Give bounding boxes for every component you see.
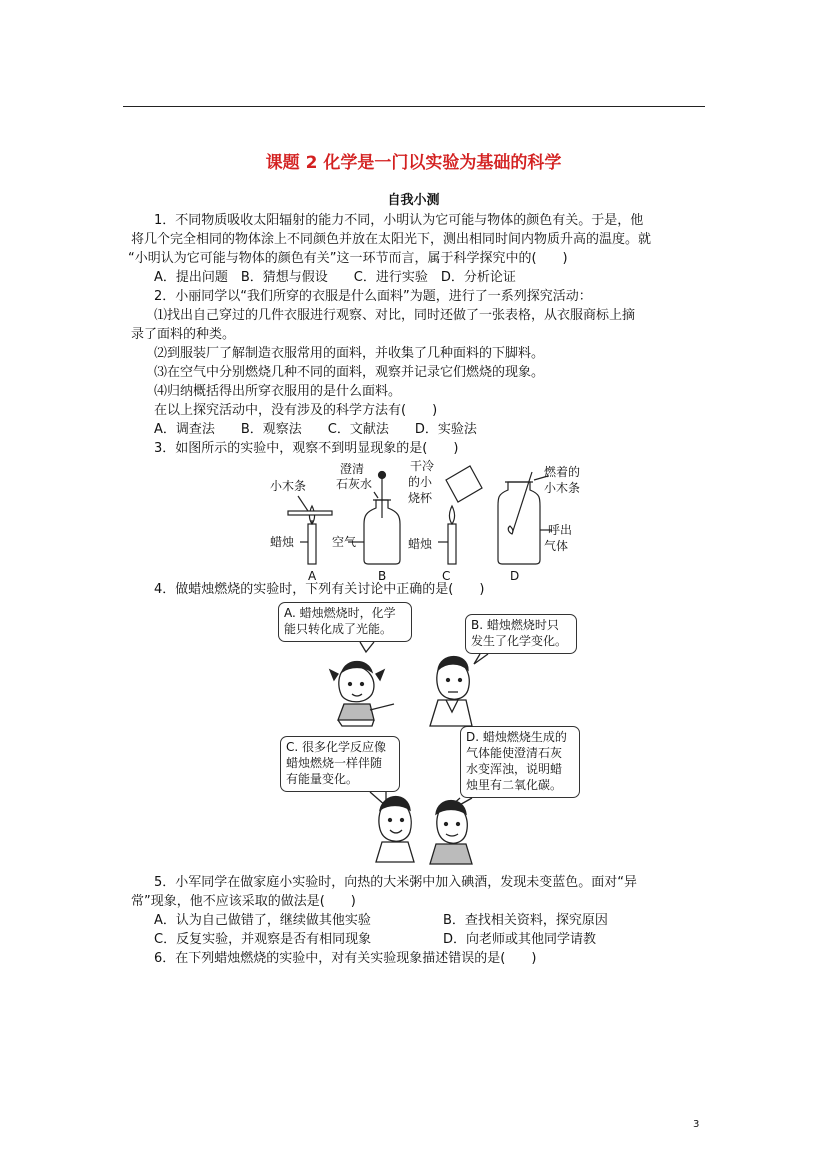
bubble-d-line1: D. 蜡烛燃烧生成的 bbox=[466, 730, 567, 744]
section-title: 自我小测 bbox=[387, 193, 440, 208]
bubble-b-line1: B. 蜡烛燃烧时只 bbox=[471, 618, 559, 632]
q2-item2: ⑵到服装厂了解制造衣服常用的面料，并收集了几种面料的下脚料。 bbox=[154, 346, 545, 361]
q1-line3: “小明认为它可能与物体的颜色有关”这一环节而言，属于科学探究中的( ) bbox=[128, 251, 568, 266]
label-exhale1: 呼出 bbox=[548, 523, 573, 537]
q4-cartoon-figure bbox=[290, 600, 590, 870]
q2-item1b: 录了面料的种类。 bbox=[131, 327, 236, 342]
label-candle-c: 蜡烛 bbox=[408, 537, 433, 551]
q5-optA: A．认为自己做错了，继续做其他实验 bbox=[154, 913, 371, 928]
bubble-a-line2: 能只转化成了光能。 bbox=[284, 622, 393, 636]
q5-line2: 常”现象，他不应该采取的做法是( ) bbox=[131, 894, 356, 909]
label-burning2: 小木条 bbox=[544, 481, 581, 495]
bubble-a-line1: A. 蜡烛燃烧时，化学 bbox=[284, 606, 396, 620]
bubble-c-line3: 有能量变化。 bbox=[286, 772, 359, 786]
page-title: 课题 2 化学是一门以实验为基础的科学 bbox=[265, 153, 562, 173]
label-C: C bbox=[442, 569, 451, 583]
label-A: A bbox=[308, 569, 317, 583]
label-burning1: 燃着的 bbox=[544, 465, 581, 479]
burning-stick-d bbox=[512, 472, 532, 534]
q2-line1: 2．小丽同学以“我们所穿的衣服是什么面料”为题，进行了一系列探究活动： bbox=[154, 289, 592, 304]
bubble-d-line3: 水变浑浊，说明蜡 bbox=[466, 762, 563, 776]
flame-c bbox=[449, 506, 454, 524]
q3-stem: 3．如图所示的实验中，观察不到明显现象的是( ) bbox=[154, 441, 459, 456]
label-exhale2: 气体 bbox=[544, 539, 569, 553]
q1-line1: 1．不同物质吸收太阳辐射的能力不同，小明认为它可能与物体的颜色有关。于是，他 bbox=[154, 213, 644, 228]
boy-figure-b bbox=[430, 657, 472, 727]
q5-optD: D．向老师或其他同学请教 bbox=[443, 932, 597, 947]
label-dry1: 干冷 bbox=[410, 459, 435, 473]
q3-apparatus-figure bbox=[262, 458, 592, 582]
boy-figure-d bbox=[430, 801, 472, 865]
header-rule bbox=[123, 106, 705, 107]
girl-figure-a bbox=[330, 662, 394, 727]
q2-options: A．调查法 B．观察法 C．文献法 D．实验法 bbox=[154, 422, 477, 437]
bubble-c-line2: 蜡烛燃烧一样伴随 bbox=[286, 756, 383, 770]
label-B: B bbox=[378, 569, 387, 583]
q2-item4: ⑷归纳概括得出所穿衣服用的是什么面料。 bbox=[154, 384, 402, 399]
bubble-b-line2: 发生了化学变化。 bbox=[471, 634, 568, 648]
q5-optB: B．查找相关资料，探究原因 bbox=[443, 913, 608, 928]
dry-beaker bbox=[446, 466, 482, 502]
q5-line1: 5．小军同学在做家庭小实验时，向热的大米粥中加入碘酒，发现未变蓝色。面对“异 bbox=[154, 875, 638, 890]
label-limewater: 澄清 bbox=[340, 462, 365, 476]
q2-item3: ⑶在空气中分别燃烧几种不同的面料，观察并记录它们燃烧的现象。 bbox=[154, 365, 545, 380]
label-candle-a: 蜡烛 bbox=[270, 535, 295, 549]
label-stick: 小木条 bbox=[270, 479, 307, 493]
q1-options: A．提出问题 B．猜想与假设 C．进行实验 D．分析论证 bbox=[154, 270, 516, 285]
bottle-d bbox=[498, 482, 540, 564]
candle-a bbox=[308, 524, 316, 564]
label-dry3: 烧杯 bbox=[408, 491, 433, 505]
page-number: 3 bbox=[693, 1119, 700, 1130]
candle-c bbox=[448, 524, 456, 564]
boy-figure-c bbox=[376, 797, 414, 863]
label-air: 空气 bbox=[332, 535, 357, 549]
bubble-d-line2: 气体能使澄清石灰 bbox=[466, 746, 563, 760]
q2-stem: 在以上探究活动中，没有涉及的科学方法有( ) bbox=[154, 403, 438, 418]
label-dry2: 的小 bbox=[408, 475, 433, 489]
q5-optC: C．反复实验，并观察是否有相同现象 bbox=[154, 932, 372, 947]
q6-stem: 6．在下列蜡烛燃烧的实验中，对有关实验现象描述错误的是( ) bbox=[154, 951, 537, 966]
label-limewater2: 石灰水 bbox=[336, 477, 373, 491]
bubble-c-line1: C. 很多化学反应像 bbox=[286, 740, 387, 754]
label-D: D bbox=[510, 569, 520, 583]
wooden-stick-a bbox=[288, 511, 332, 515]
q4-stem: 4．做蜡烛燃烧的实验时，下列有关讨论中正确的是( ) bbox=[154, 582, 485, 597]
bubble-d-line4: 烛里有二氧化碳。 bbox=[466, 778, 563, 792]
q2-item1a: ⑴找出自己穿过的几件衣服进行观察、对比，同时还做了一张表格，从衣服商标上摘 bbox=[154, 308, 636, 323]
q1-line2: 将几个完全相同的物体涂上不同颜色并放在太阳光下，测出相同时间内物质升高的温度。就 bbox=[131, 232, 652, 247]
